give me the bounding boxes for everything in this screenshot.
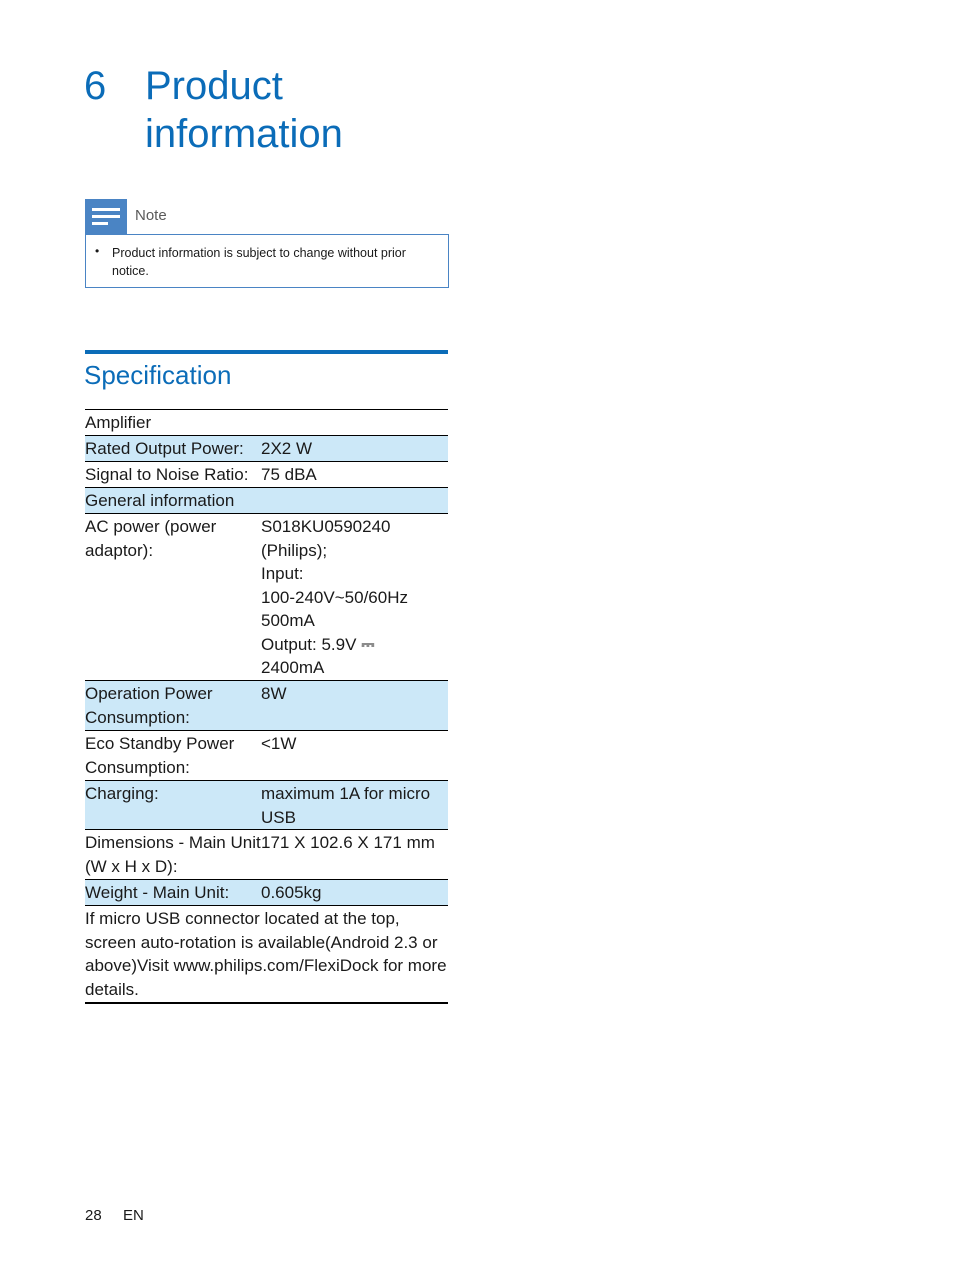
signal-noise-label: Signal to Noise Ratio:	[85, 465, 249, 484]
table-row	[85, 436, 448, 462]
table-row-amplifier-header	[85, 410, 448, 436]
operation-power-label: Operation Power Consumption:	[85, 684, 213, 727]
footnote-text: If micro USB connector located at the top, screen auto-rotation is available(Android 2.3 or above)Visit www.philips.com/FlexiDock for more details.	[85, 909, 447, 999]
table-row-general-header	[85, 488, 448, 514]
weight-label: Weight - Main Unit:	[85, 883, 230, 902]
section-title: Specification	[84, 360, 232, 390]
signal-noise-value: 75 dBA	[261, 465, 317, 484]
ac-power-line: Output: 5.9V ⎓	[261, 634, 375, 654]
charging-label: Charging:	[85, 784, 159, 803]
operation-power-value: 8W	[261, 684, 287, 703]
section-rule	[85, 350, 448, 354]
chapter-title: Product information	[145, 64, 343, 156]
note-bullet: •	[95, 244, 100, 258]
note-box	[85, 234, 449, 288]
language-code: EN	[123, 1207, 144, 1224]
dimensions-label: Dimensions - Main Unit (W x H x D):	[85, 833, 261, 876]
general-info-header: General information	[85, 491, 235, 510]
table-row	[85, 462, 448, 488]
specification-table	[85, 409, 448, 1004]
rated-output-value: 2X2 W	[261, 439, 313, 458]
rated-output-label: Rated Output Power:	[85, 439, 244, 458]
ac-power-line: (Philips);	[261, 540, 328, 560]
table-row	[85, 880, 448, 906]
table-row	[85, 781, 448, 830]
eco-standby-label: Eco Standby Power Consumption:	[85, 734, 235, 777]
dimensions-value: 171 X 102.6 X 171 mm	[261, 833, 435, 852]
table-row-footnote	[85, 906, 448, 1002]
note-text: Product information is subject to change without prior notice.	[112, 246, 406, 278]
table-row	[85, 514, 448, 681]
weight-value: 0.605kg	[261, 883, 322, 902]
chapter-number: 6	[84, 64, 107, 108]
note-label: Note	[135, 207, 167, 224]
charging-value: maximum 1A for micro USB	[261, 784, 431, 827]
amplifier-header: Amplifier	[85, 413, 152, 432]
ac-power-line: 100-240V~50/60Hz	[261, 587, 408, 607]
ac-power-line: 2400mA	[261, 658, 325, 677]
ac-power-line: S018KU0590240	[261, 517, 391, 536]
table-row	[85, 830, 448, 880]
table-row	[85, 731, 448, 781]
eco-standby-value: <1W	[261, 734, 297, 753]
ac-power-line: 500mA	[261, 611, 315, 630]
ac-power-line: Input:	[261, 564, 304, 583]
note-icon	[85, 199, 127, 234]
page-number: 28	[85, 1207, 102, 1224]
table-row	[85, 681, 448, 731]
ac-power-value	[261, 514, 448, 680]
ac-power-label: AC power (power adaptor):	[85, 517, 217, 560]
note-header	[85, 199, 449, 234]
